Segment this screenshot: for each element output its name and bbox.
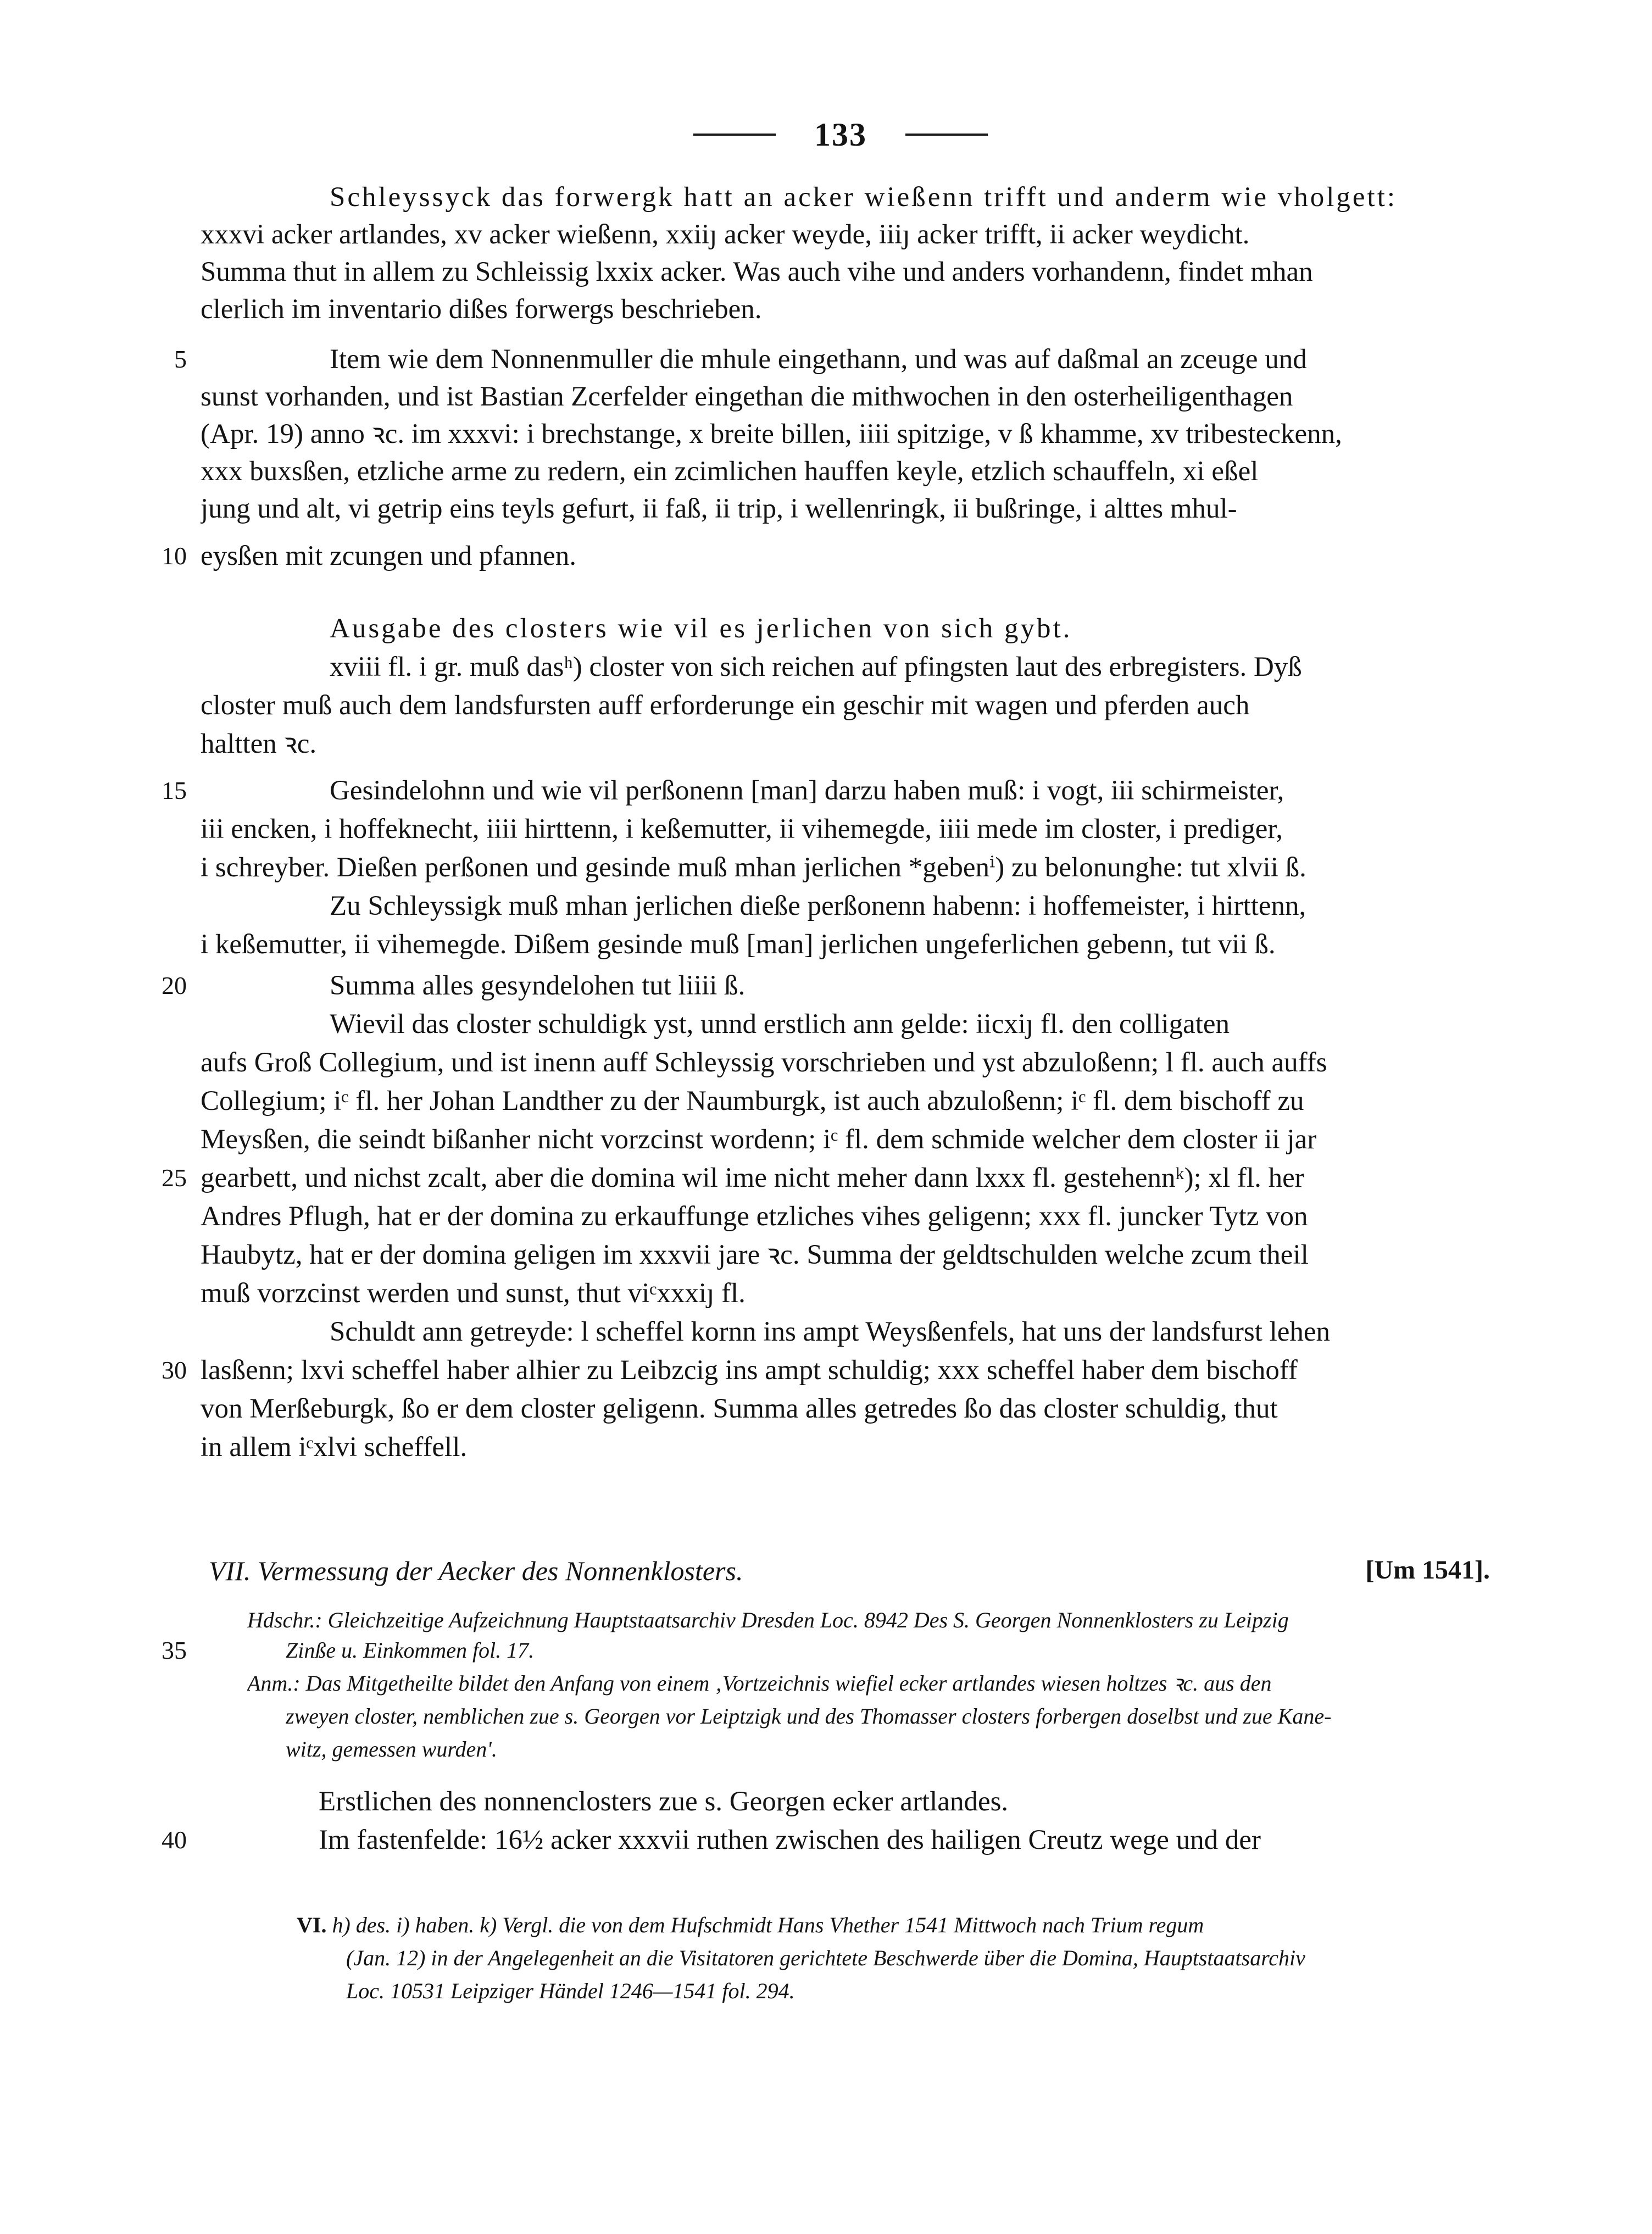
body-line: Wievil das closter schuldigk yst, unnd erstlich ann gelde: iicxiȷ fl. den colligaten [330, 1009, 1230, 1040]
line-number: 5 [174, 345, 187, 373]
footnote-text: h) des. i) haben. k) Vergl. die von dem Hufschmidt Hans Vhether 1541 Mittwoch nach Trium regum [332, 1913, 1204, 1937]
body-line: xviii fl. i gr. muß dasʰ) closter von sich reichen auf pfingsten laut des erbregisters. Dyß [330, 652, 1302, 682]
body-line: (Apr. 19) anno ꝛc. im xxxvi: i brechstange, x breite billen, iiii spitzige, v ß khamme, xv tribesteckenn, [201, 419, 1342, 449]
body-line: Gesindelohnn und wie vil perßonenn [man] darzu haben muß: i vogt, iii schirmeister, [330, 775, 1284, 806]
body-line: sunst vorhanden, und ist Bastian Zcerfelder eingethan die mithwochen in den osterheiligenthagen [201, 381, 1293, 412]
body-line: Meysßen, die seindt bißanher nicht vorzcinst wordenn; iᶜ fl. dem schmide welcher dem closter ii jar [201, 1124, 1317, 1155]
body-line: Haubytz, hat er der domina geligen im xxxvii jare ꝛc. Summa der geldtschulden welche zcum theil [201, 1240, 1309, 1270]
body-line: xxx buxsßen, etzliche arme zu redern, ein zcimlichen hauffen keyle, etzlich schauffeln, xi eßel [201, 456, 1259, 487]
body-line: iii encken, i hoffeknecht, iiii hirttenn, i keßemutter, ii vihemegde, iiii mede im closter, i prediger, [201, 814, 1283, 844]
body-line: Zu Schleyssigk muß mhan jerlichen dieße perßonenn habenn: i hoffemeister, i hirttenn, [330, 891, 1306, 921]
source-note: Hdschr.: Gleichzeitige Aufzeichnung Hauptstaatsarchiv Dresden Loc. 8942 Des S. Georgen Nonnenklosters zu Leipzig [247, 1608, 1289, 1632]
source-note: witz, gemessen wurden'. [286, 1737, 497, 1761]
header-rule-right [905, 134, 988, 136]
body-line: eysßen mit zcungen und pfannen. [201, 541, 577, 571]
body-line: i keßemutter, ii vihemegde. Dißem gesinde muß [man] jerlichen ungeferlichen gebenn, tut vii ß. [201, 929, 1276, 960]
body-line: Im fastenfelde: 16½ acker xxxvii ruthen zwischen des hailigen Creutz wege und der [319, 1825, 1261, 1855]
source-note: Anm.: Das Mitgetheilte bildet den Anfang von einem ‚Vortzeichnis wiefiel ecker artlandes wiesen holtzes ꝛc. aus den [247, 1671, 1272, 1696]
body-line: haltten ꝛc. [201, 729, 317, 759]
section-title: VII. Vermessung der Aecker des Nonnenklosters. [209, 1555, 743, 1586]
body-line: Schuldt ann getreyde: l scheffel kornn ins ampt Weysßenfels, hat uns der landsfurst lehen [330, 1316, 1331, 1347]
line-number: 10 [162, 542, 187, 570]
body-line: closter muß auch dem landsfursten auff erforderunge ein geschir mit wagen und pferden auch [201, 690, 1250, 721]
page-header [692, 113, 989, 157]
source-note: zweyen closter, nemblichen zue s. Georgen vor Leiptzigk und des Thomasser closters forbergen doselbst und zue Kane- [286, 1704, 1332, 1729]
body-line: Summa alles gesyndelohen tut liiii ß. [330, 970, 746, 1001]
line-number: 25 [162, 1164, 187, 1192]
body-line: Schleyssyck das forwergk hatt an acker wießenn trifft und anderm wie vholgett: [330, 182, 1398, 213]
body-line: von Merßeburgk, ßo er dem closter geligenn. Summa alles getredes ßo das closter schuldig, thut [201, 1393, 1278, 1424]
source-note: Zinße u. Einkommen fol. 17. [286, 1638, 535, 1663]
body-line: i schreyber. Dießen perßonen und gesinde muß mhan jerlichen *gebenⁱ) zu belonunghe: tut xlvii ß. [201, 852, 1306, 883]
line-number: 40 [162, 1826, 187, 1854]
footnote-text: (Jan. 12) in der Angelegenheit an die Visitatoren gerichtete Beschwerde über die Domina, Hauptstaatsarchiv [346, 1946, 1305, 1970]
body-line: aufs Groß Collegium, und ist inenn auff Schleyssig vorschrieben und yst abzuloßenn; l fl. auch auffs [201, 1047, 1327, 1078]
line-number: 30 [162, 1356, 187, 1384]
body-line: Summa thut in allem zu Schleissig lxxix acker. Was auch vihe und anders vorhandenn, findet mhan [201, 257, 1313, 287]
footnote-text: Loc. 10531 Leipziger Händel 1246—1541 fol. 294. [346, 1979, 795, 2003]
body-line: clerlich im inventario dißes forwergs beschrieben. [201, 294, 762, 325]
body-line: Erstlichen des nonnenclosters zue s. Georgen ecker artlandes. [319, 1786, 1009, 1817]
body-line: xxxvi acker artlandes, xv acker wießenn, xxiiȷ acker weyde, iiiȷ acker trifft, ii acker weydicht. [201, 219, 1250, 250]
section-date: [Um 1541]. [1365, 1555, 1490, 1585]
page-number: 133 [814, 116, 867, 153]
footnote-line [346, 1942, 1494, 1974]
body-line: Andres Pflugh, hat er der domina zu erkauffunge etzliches vihes geligenn; xxx fl. juncker Tytz von [201, 1201, 1308, 1232]
body-line: muß vorzcinst werden und sunst, thut viᶜxxxiȷ fl. [201, 1278, 746, 1309]
body-line: jung und alt, vi getrip eins teyls gefurt, ii faß, ii trip, i wellenringk, ii bußringe, i alttes mhul- [201, 493, 1237, 524]
section-heading: Ausgabe des closters wie vil es jerlichen von sich gybt. [330, 613, 1072, 644]
body-line: Collegium; iᶜ fl. her Johan Landther zu der Naumburgk, ist auch abzuloßenn; iᶜ fl. dem bischoff zu [201, 1086, 1304, 1116]
line-number: 20 [162, 971, 187, 999]
body-line: gearbett, und nichst zcalt, aber die domina wil ime nicht meher dann lxxx fl. gestehennᵏ); xl fl. her [201, 1163, 1304, 1193]
line-number: 35 [162, 1636, 187, 1664]
footnote-line [297, 1909, 1494, 1941]
footnote-lead: VI. [297, 1913, 327, 1937]
body-line: in allem iᶜxlvi scheffell. [201, 1432, 468, 1463]
footnote-line [346, 1975, 1494, 2007]
header-rule-left [693, 134, 776, 136]
line-number: 15 [162, 776, 187, 804]
body-line: Item wie dem Nonnenmuller die mhule eingethann, und was auf daßmal an zceuge und [330, 344, 1307, 375]
body-line: lasßenn; lxvi scheffel haber alhier zu Leibzcig ins ampt schuldig; xxx scheffel haber dem bischoff [201, 1355, 1298, 1386]
